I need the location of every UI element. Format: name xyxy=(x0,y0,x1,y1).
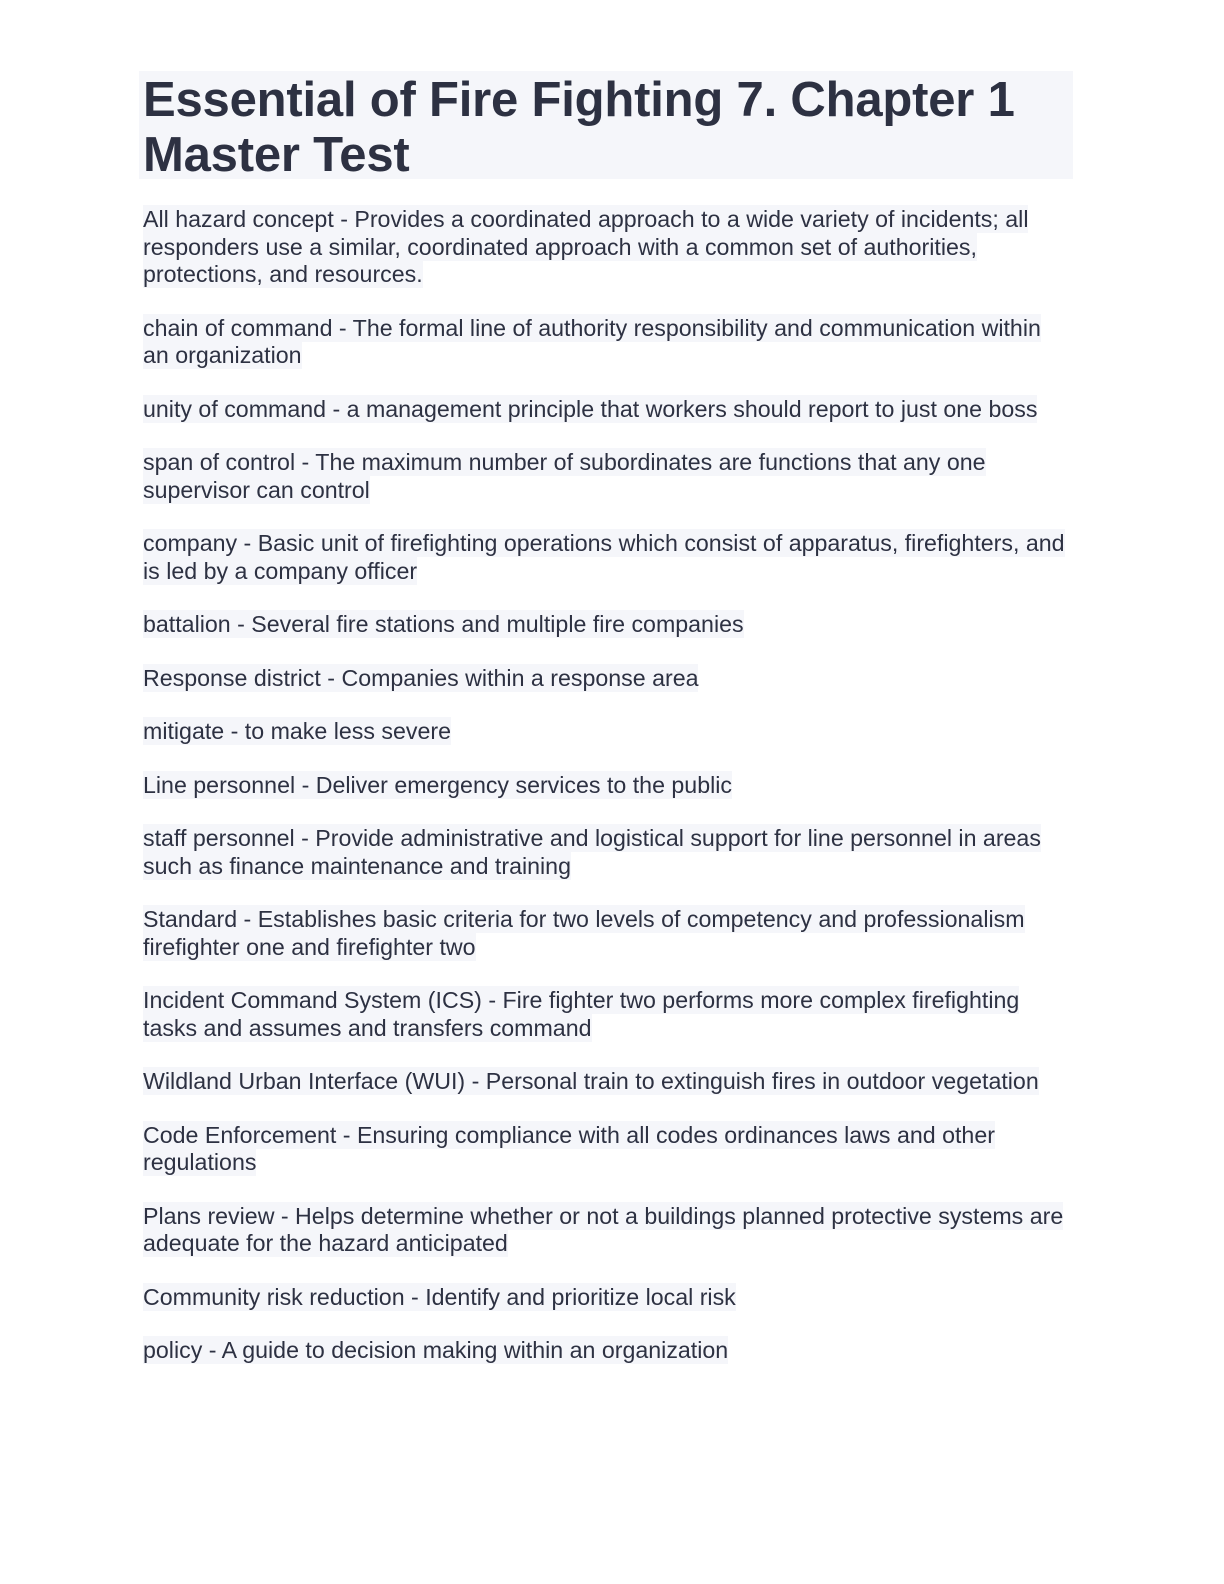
entry-text: chain of command - The formal line of authority responsibility and communication within an organization xyxy=(143,314,1041,368)
entry-unity-of-command xyxy=(143,396,1069,424)
entry-text: policy - A guide to decision making within an organization xyxy=(143,1337,729,1363)
entry-text: Incident Command System (ICS) - Fire fighter two performs more complex firefighting tasks and assumes and transfers command xyxy=(143,987,1020,1041)
entry-policy xyxy=(143,1337,1069,1365)
entry-text: battalion - Several fire stations and multiple fire companies xyxy=(143,611,744,637)
entry-text: Wildland Urban Interface (WUI) - Personal train to extinguish fires in outdoor vegetation xyxy=(143,1068,1039,1094)
entry-mitigate xyxy=(143,718,1069,746)
entry-text: Standard - Establishes basic criteria for two levels of competency and professionalism firefighter one and firefighter two xyxy=(143,906,1025,960)
entry-text: unity of command - a management principle that workers should report to just one boss xyxy=(143,395,1038,422)
entry-standard xyxy=(143,906,1069,961)
title-block xyxy=(139,71,1073,182)
entry-staff-personnel xyxy=(143,825,1069,880)
page-title: Essential of Fire Fighting 7. Chapter 1 Master Test xyxy=(143,73,1015,182)
entry-chain-of-command xyxy=(143,315,1069,370)
entry-list xyxy=(139,206,1073,1365)
entry-text: mitigate - to make less severe xyxy=(143,718,451,744)
entry-text: Line personnel - Deliver emergency services to the public xyxy=(143,771,732,798)
entry-text: staff personnel - Provide administrative and logistical support for line personnel in areas such as finance maintenance and training xyxy=(143,825,1041,879)
entry-text: Response district - Companies within a response area xyxy=(143,664,699,691)
entry-text: Plans review - Helps determine whether or not a buildings planned protective systems are adequate for the hazard anticipated xyxy=(143,1202,1064,1256)
entry-text: Community risk reduction - Identify and prioritize local risk xyxy=(143,1283,736,1310)
entry-span-of-control xyxy=(143,449,1069,504)
entry-response-district xyxy=(143,665,1069,693)
entry-text: company - Basic unit of firefighting operations which consist of apparatus, firefighters, and is led by a company officer xyxy=(143,530,1065,584)
entry-text: All hazard concept - Provides a coordinated approach to a wide variety of incidents; all responders use a similar, coordinated approach with a common set of authorities, protections, and resources. xyxy=(143,206,1029,287)
entry-community-risk-reduction xyxy=(143,1284,1069,1312)
entry-plans-review xyxy=(143,1203,1069,1258)
entry-code-enforcement xyxy=(143,1122,1069,1177)
entry-battalion xyxy=(143,611,1069,639)
entry-line-personnel xyxy=(143,772,1069,800)
entry-text: span of control - The maximum number of subordinates are functions that any one supervisor can control xyxy=(143,449,986,503)
entry-wildland-urban-interface xyxy=(143,1068,1069,1096)
entry-text: Code Enforcement - Ensuring compliance with all codes ordinances laws and other regulations xyxy=(143,1121,995,1175)
entry-company xyxy=(143,530,1069,585)
entry-incident-command-system xyxy=(143,987,1069,1042)
document-page xyxy=(139,71,1073,1391)
entry-all-hazard-concept xyxy=(143,206,1069,289)
